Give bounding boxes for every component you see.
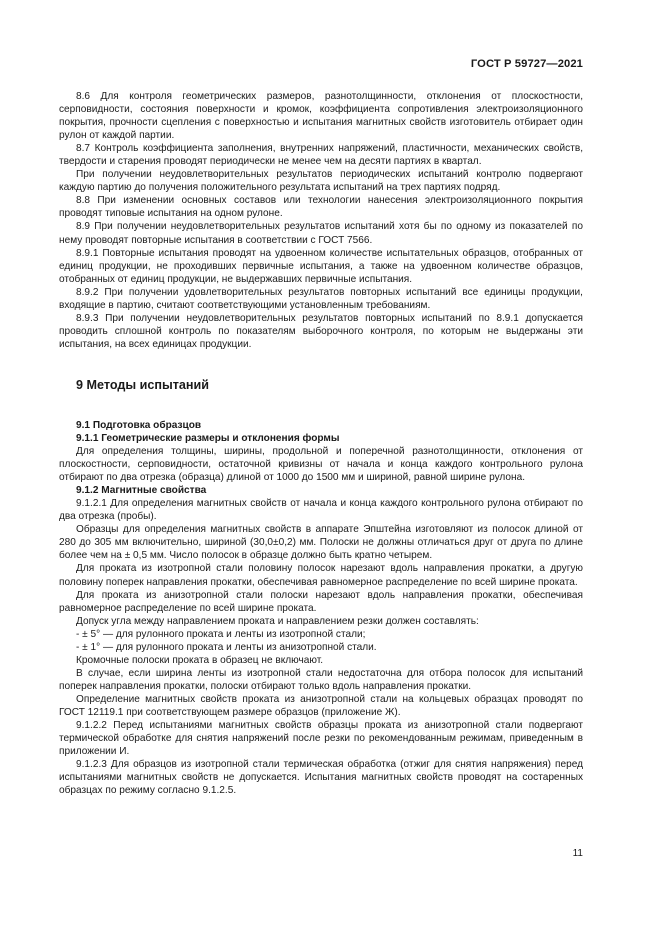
document-page: [59, 0, 583, 935]
clause-9-1-1-title: 9.1.1 Геометрические размеры и отклонения формы: [76, 432, 340, 444]
list-item-anisotropic-tolerance: - ± 1° — для рулонного проката и ленты из анизотропной стали.: [76, 641, 377, 653]
clause-9-1-2-3: 9.1.2.3 Для образцов из изотропной стали термическая обработка (отжиг для снятия напряжения) перед испытаниями магнитных свойств не допускается. Испытания магнитных свойств проводят на состаренных образцах по режиму согласно 9.1.2.5.: [59, 759, 583, 797]
clause-8-6: 8.6 Для контроля геометрических размеров, разнотолщинности, отклонения от плоскостности, серповидности, состояния поверхности и кромок, коэффициента сопротивления электроизоляционного покрытия, прочности сцепления с поверхностью и испытания магнитных свойств изготовитель отбирает один рулон от каждой партии.: [59, 91, 583, 142]
paragraph-epstein-samples: Образцы для определения магнитных свойств в аппарате Эпштейна изготовляют из полосок длиной от 280 до 305 мм включительно, шириной (30,0±0,2) мм. Полоски не должны отличаться друг от друга по длине более чем на ± 0,5 мм. Число полосок в образце должно быть кратно четырем.: [59, 524, 583, 562]
paragraph-angle-tolerance: Допуск угла между направлением проката и направлением резки должен составлять:: [76, 615, 479, 627]
paragraph-ring-samples: Определение магнитных свойств проката из анизотропной стали на кольцевых образцах проводят по ГОСТ 12119.1 при соответствующем размере образцов (приложение Ж).: [59, 693, 583, 718]
paragraph-isotropic-strips: Для проката из изотропной стали половину полосок нарезают вдоль направления прокатки, а другую половину поперек направления прокатки, обеспечивая равномерное распределение по всей ширине проката.: [59, 563, 583, 588]
paragraph-narrow-strip: В случае, если ширина ленты из изотропной стали недостаточна для отбора полосок для испытаний поперек направления прокатки, полоски отбирают только вдоль направления прокатки.: [59, 667, 583, 692]
clause-9-1-2-2: 9.1.2.2 Перед испытаниями магнитных свойств образцы проката из анизотропной стали подвергают термической обработке для снятия напряжений после резки по рекомендованным режимам, приведенным в приложении И.: [59, 720, 583, 758]
clause-8-9: 8.9 При получении неудовлетворительных результатов испытаний хотя бы по одному из показателей по нему проводят повторные испытания в соответствии с ГОСТ 7566.: [59, 221, 583, 246]
subsection-title: 9.1 Подготовка образцов: [76, 419, 202, 431]
document-body: [59, 90, 583, 797]
page-number: 11: [572, 848, 583, 859]
clause-9-1-2-title: 9.1.2 Магнитные свойства: [76, 485, 207, 497]
standard-designation: ГОСТ Р 59727—2021: [470, 58, 583, 70]
clause-9-1-2-1: 9.1.2.1 Для определения магнитных свойств от начала и конца каждого контрольного рулона отбирают по два отрезка (пробы).: [59, 498, 583, 523]
paragraph-periodic-tests: При получении неудовлетворительных результатов периодических испытаний контролю подвергают каждую партию до получения положительного результата испытаний на трех партиях подряд.: [59, 169, 583, 194]
paragraph-anisotropic-strips: Для проката из анизотропной стали полоски нарезают вдоль направления прокатки, обеспечивая равномерное распределение по всей ширине проката.: [59, 589, 583, 614]
section-title: 9 Методы испытаний: [76, 377, 209, 392]
list-item-isotropic-tolerance: - ± 5° — для рулонного проката и ленты из изотропной стали;: [76, 628, 366, 640]
clause-8-9-2: 8.9.2 При получении удовлетворительных результатов повторных испытаний все единицы продукции, входящие в партию, считают соответствующими установленным требованиям.: [59, 286, 583, 311]
clause-8-9-1: 8.9.1 Повторные испытания проводят на удвоенном количестве испытательных образцов, отобранных от единиц продукции, не проходивших первичные испытания, а также на удвоенном количестве образцов, отобранных от единиц продукции, не выдержавших первичные испытания.: [59, 247, 583, 285]
clause-9-1-1-text: Для определения толщины, ширины, продольной и поперечной разнотолщинности, отклонения от плоскостности, серповидности, остаточной кривизны от начала и конца каждого контрольного рулона отбирают по два отрезка (образца) длиной от 1000 до 1500 мм и шириной, равной ширине рулона.: [59, 446, 583, 484]
clause-8-9-3: 8.9.3 При получении неудовлетворительных результатов повторных испытаний по 8.9.1 допускается проводить сплошной контроль по показателям выборочного контроля, по которым не выдержаны эти испытания, на всех единицах продукции.: [59, 312, 583, 350]
clause-8-8: 8.8 При изменении основных составов или технологии нанесения электроизоляционного покрытия проводят типовые испытания на одном рулоне.: [59, 195, 583, 220]
clause-8-7: 8.7 Контроль коэффициента заполнения, внутренних напряжений, пластичности, механических свойств, твердости и старения проводят периодически не менее чем на десяти партиях в квартал.: [59, 143, 583, 168]
paragraph-edge-strips: Кромочные полоски проката в образец не включают.: [76, 654, 324, 666]
